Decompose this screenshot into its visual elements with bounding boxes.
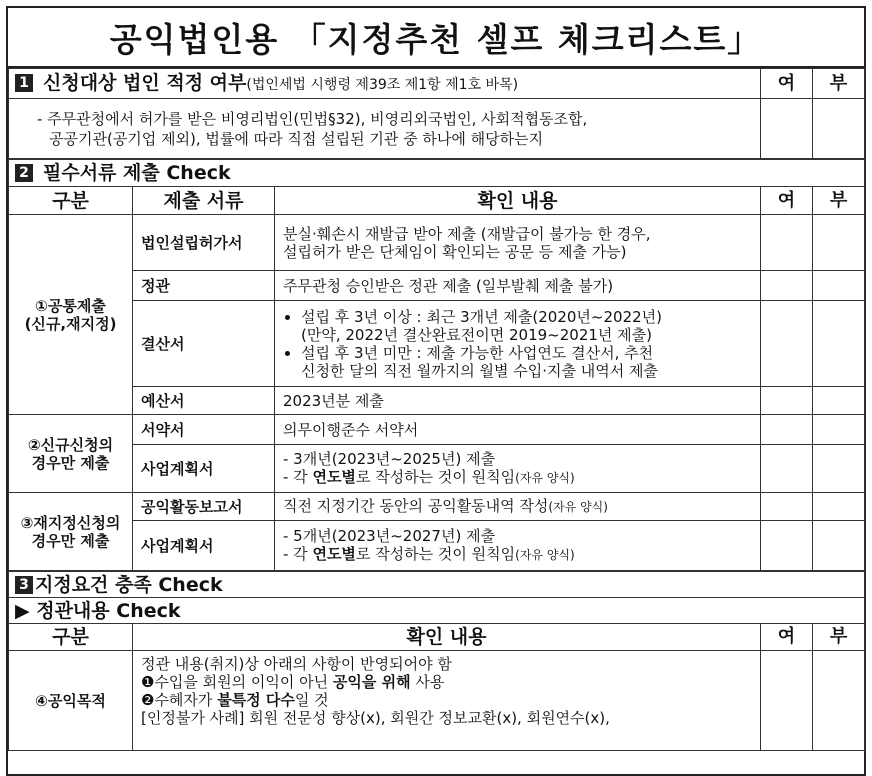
no-header: 부 [813,187,865,215]
settlement-b1-line1: • 설립 후 3년 이상 : 최근 3개년 제출(2020년~2022년) [301,307,662,326]
budget-yes-check[interactable] [761,387,813,415]
section3-title: 지정요건 충족 Check [35,573,223,596]
section1-description [9,99,761,159]
checklist-page [6,6,866,776]
section1-table [8,68,865,159]
section2-number: 2 [15,164,33,182]
s3-col-content-header: 확인 내용 [133,624,761,651]
section2-heading [9,160,865,187]
no-header: 부 [813,69,865,99]
content-business-plan-re [275,521,761,571]
content-business-plan-new [275,445,761,493]
group2-line2: 경우만 제출 [31,453,110,472]
group1-line1: ①공통제출 [35,296,106,315]
purpose-line1: 정관 내용(취지)상 아래의 사항이 반영되어야 함 [141,655,452,673]
purpose-line3-c: 일 것 [294,691,329,709]
plan-new-yes-check[interactable] [761,445,813,493]
col-content-header: 확인 내용 [275,187,761,215]
settlement-no-check[interactable] [813,301,865,387]
section1-yes-check[interactable] [761,99,813,159]
purpose-line3-emphasis: 불특정 다수 [217,691,295,709]
purpose-line3-a: ❷수혜자가 [141,691,218,709]
plan-new-no-check[interactable] [813,445,865,493]
section3-table [8,571,865,751]
plan-re-rule: 로 작성하는 것이 원칙임 [355,545,516,563]
settlement-b1-line2: (만약, 2022년 결산완료전이면 2019~2021년 제출) [301,325,653,344]
purpose-line2-a: ❶수입을 회원의 이익이 아닌 [141,673,333,691]
doc-settlement: 결산서 [133,301,275,387]
plan-re-line1: - 5개년(2023년~2027년) 제출 [283,527,496,545]
page-title: 공익법인용 「지정추천 셀프 체크리스트」 [8,8,864,68]
purpose-line2-c: 사용 [410,673,445,691]
content-pledge: 의무이행준수 서약서 [275,415,761,445]
license-yes-check[interactable] [761,215,813,271]
doc-activity-report: 공익활동보고서 [133,493,275,521]
purpose-line4: [인정불가 사례] 회원 전문성 향상(x), 회원간 정보교환(x), 회원연수(x), [141,709,610,727]
content-incorporation-license [275,215,761,271]
group1-line2: (신규,재지정) [24,314,117,333]
plan-re-line2 [283,545,752,564]
no-header: 부 [813,624,865,651]
doc-pledge: 서약서 [133,415,275,445]
plan-re-dash: - 각 [283,545,313,563]
doc-business-plan-re: 사업계획서 [133,521,275,571]
plan-new-emphasis: 연도별 [312,468,356,486]
doc-budget: 예산서 [133,387,275,415]
settlement-item-2 [301,344,752,380]
group2-line1: ②신규신청의 [27,435,114,454]
content-activity-report [275,493,761,521]
group-new-application [9,415,133,493]
purpose-line3 [141,691,752,709]
articles-yes-check[interactable] [761,271,813,301]
plan-re-emphasis: 연도별 [312,545,356,563]
section1-subtitle: (법인세법 시행령 제39조 제1항 제1호 바목) [246,76,519,93]
col-document-header: 제출 서류 [133,187,275,215]
doc-business-plan-new: 사업계획서 [133,445,275,493]
doc-incorporation-license: 법인설립허가서 [133,215,275,271]
group-reappointment [9,493,133,571]
yes-header: 여 [761,624,813,651]
section2-table [8,159,865,571]
section3-number: 3 [15,576,33,594]
section3-heading [9,572,865,598]
section2-title: 필수서류 제출 Check [43,162,231,184]
section3-subsection: ▶ 정관내용 Check [9,598,865,624]
settlement-list [283,308,752,380]
purpose-no-check[interactable] [813,651,865,751]
plan-new-dash: - 각 [283,468,313,486]
plan-re-yes-check[interactable] [761,521,813,571]
group-common-submission [9,215,133,415]
plan-new-line1: - 3개년(2023년~2025년) 제출 [283,450,496,468]
plan-re-note: (자유 양식) [515,548,575,562]
settlement-yes-check[interactable] [761,301,813,387]
section1-number: 1 [15,74,33,92]
section1-desc-line1: - 주무관청에서 허가를 받은 비영리법인(민법§32), 비영리외국법인, 사회적협동조합, [37,109,588,128]
settlement-item-1 [301,308,752,344]
plan-new-note: (자유 양식) [515,471,575,485]
plan-re-no-check[interactable] [813,521,865,571]
articles-no-check[interactable] [813,271,865,301]
doc-articles: 정관 [133,271,275,301]
content-settlement [275,301,761,387]
yes-header: 여 [761,187,813,215]
purpose-line2-emphasis: 공익을 위해 [332,673,411,691]
group3-line2: 경우만 제출 [31,531,110,550]
report-text: 직전 지정기간 동안의 공익활동내역 작성 [283,497,549,515]
section1-heading [9,69,761,99]
license-no-check[interactable] [813,215,865,271]
group3-line1: ③재지정신청의 [20,513,121,532]
content-budget: 2023년분 제출 [275,387,761,415]
settlement-b2-line2: 신청한 달의 직전 월까지의 월별 수입·지출 내역서 제출 [301,361,658,380]
yes-header: 여 [761,69,813,99]
s3-col-category-header: 구분 [9,624,133,651]
report-yes-check[interactable] [761,493,813,521]
plan-new-rule: 로 작성하는 것이 원칙임 [355,468,516,486]
budget-no-check[interactable] [813,387,865,415]
category-public-purpose: ④공익목적 [9,651,133,751]
purpose-yes-check[interactable] [761,651,813,751]
plan-new-line2 [283,468,752,487]
license-line1: 분실·훼손시 재발급 받아 제출 (재발급이 불가능 한 경우, [283,224,651,243]
section1-title: 신청대상 법인 적정 여부 [43,71,247,94]
content-public-purpose [133,651,761,751]
section1-desc-line2: 공공기관(공기업 제외), 법률에 따라 직접 설립된 기관 중 하나에 해당하는지 [49,129,544,148]
col-category-header: 구분 [9,187,133,215]
license-line2: 설립허가 받은 단체임이 확인되는 공문 등 제출 가능) [283,242,627,261]
pledge-yes-check[interactable] [761,415,813,445]
section1-no-check[interactable] [813,99,865,159]
content-articles: 주무관청 승인받은 정관 제출 (일부발췌 제출 불가) [275,271,761,301]
report-no-check[interactable] [813,493,865,521]
purpose-line2 [141,673,752,691]
settlement-b2-line1: • 설립 후 3년 미만 : 제출 가능한 사업연도 결산서, 추천 [301,343,654,362]
report-note: (자유 양식) [548,500,608,514]
pledge-no-check[interactable] [813,415,865,445]
